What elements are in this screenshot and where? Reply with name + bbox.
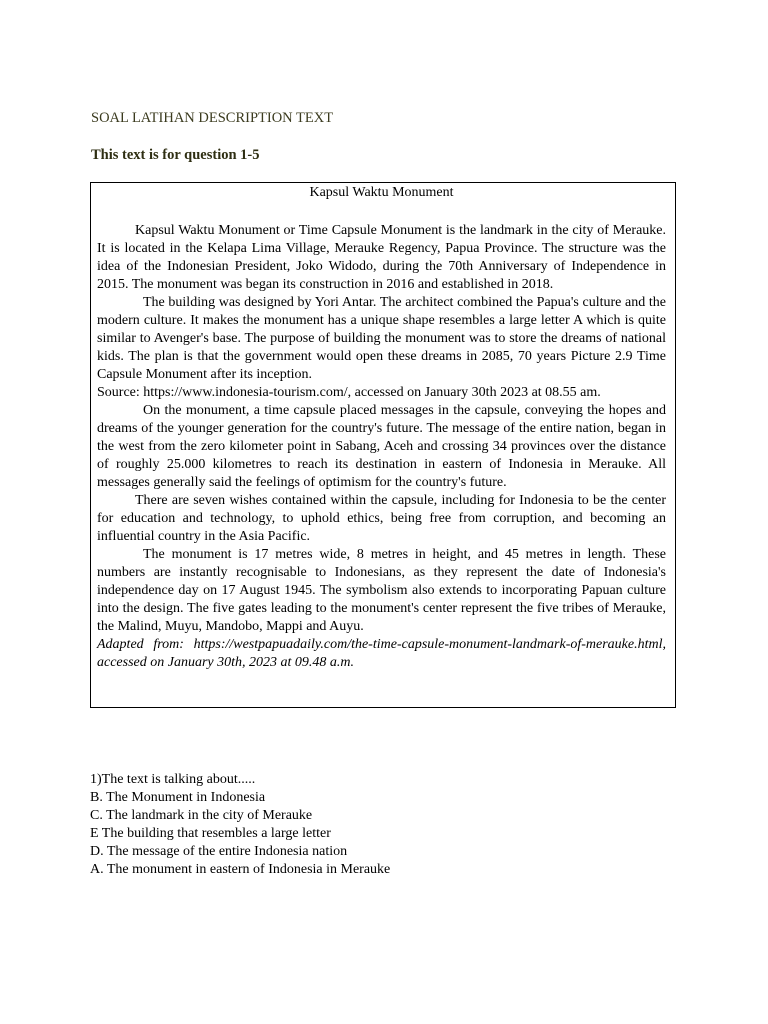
passage-body xyxy=(97,222,666,672)
passage-source: Source: https://www.indonesia-tourism.com/, accessed on January 30th 2023 at 08.55 am. xyxy=(97,385,601,400)
question-1-option: A. The monument in eastern of Indonesia in Merauke xyxy=(90,862,391,877)
reading-passage-box xyxy=(90,182,676,708)
question-1-prompt: 1)The text is talking about..... xyxy=(90,772,256,787)
passage-adapted-source: Adapted from: https://westpapuadaily.com/the-time-capsule-monument-landmark-of-merauke.html, accessed on January 30th, 2023 at 09.48 a.m. xyxy=(97,637,666,670)
passage-paragraph-2: The building was designed by Yori Antar. The architect combined the Papua's culture and the modern culture. It makes the monument has a unique shape resembles a large letter A which is quite similar to Avenger's base. The purpose of building the monument was to store the dreams of national kids. The plan is that the government would open these dreams in 2085, 70 years Picture 2.9 Time Capsule Monument after its inception. xyxy=(97,295,666,382)
passage-paragraph-3: On the monument, a time capsule placed messages in the capsule, conveying the hopes and dreams of the younger generation for the country's future. The message of the entire nation, began in the west from the zero kilometer point in Sabang, Aceh and crossing 34 provinces over the distance of roughly 25.000 kilometres to reach its destination in eastern of Indonesia in Merauke. All messages generally said the feelings of optimism for the country's future. xyxy=(97,403,666,490)
page-heading: SOAL LATIHAN DESCRIPTION TEXT xyxy=(91,110,334,126)
question-1-option: B. The Monument in Indonesia xyxy=(90,790,266,805)
passage-paragraph-1: Kapsul Waktu Monument or Time Capsule Monument is the landmark in the city of Merauke. It is located in the Kelapa Lima Village, Merauke Regency, Papua Province. The structure was the idea of the Indonesian President, Joko Widodo, during the 70th Anniversary of Independence in 2015. The monument was began its construction in 2016 and established in 2018. xyxy=(97,223,666,292)
question-1-option: E The building that resembles a large letter xyxy=(90,826,331,841)
passage-paragraph-5: The monument is 17 metres wide, 8 metres in height, and 45 metres in length. These numbers are instantly recognisable to Indonesians, as they represent the date of Indonesia's independence day on 17 August 1945. The symbolism also extends to incorporating Papuan culture into the design. The five gates leading to the monument's center represent the five tribes of Merauke, the Malind, Muyu, Mandobo, Mappi and Auyu. xyxy=(97,547,666,634)
passage-title: Kapsul Waktu Monument xyxy=(309,185,454,200)
question-1-option: D. The message of the entire Indonesia nation xyxy=(90,844,348,859)
passage-paragraph-4: There are seven wishes contained within the capsule, including for Indonesia to be the center for education and technology, to uphold ethics, being free from corruption, and becoming an influential country in the Asia Pacific. xyxy=(97,493,666,544)
question-range-label: This text is for question 1-5 xyxy=(91,147,260,163)
question-1 xyxy=(90,771,390,879)
question-1-option: C. The landmark in the city of Merauke xyxy=(90,808,313,823)
